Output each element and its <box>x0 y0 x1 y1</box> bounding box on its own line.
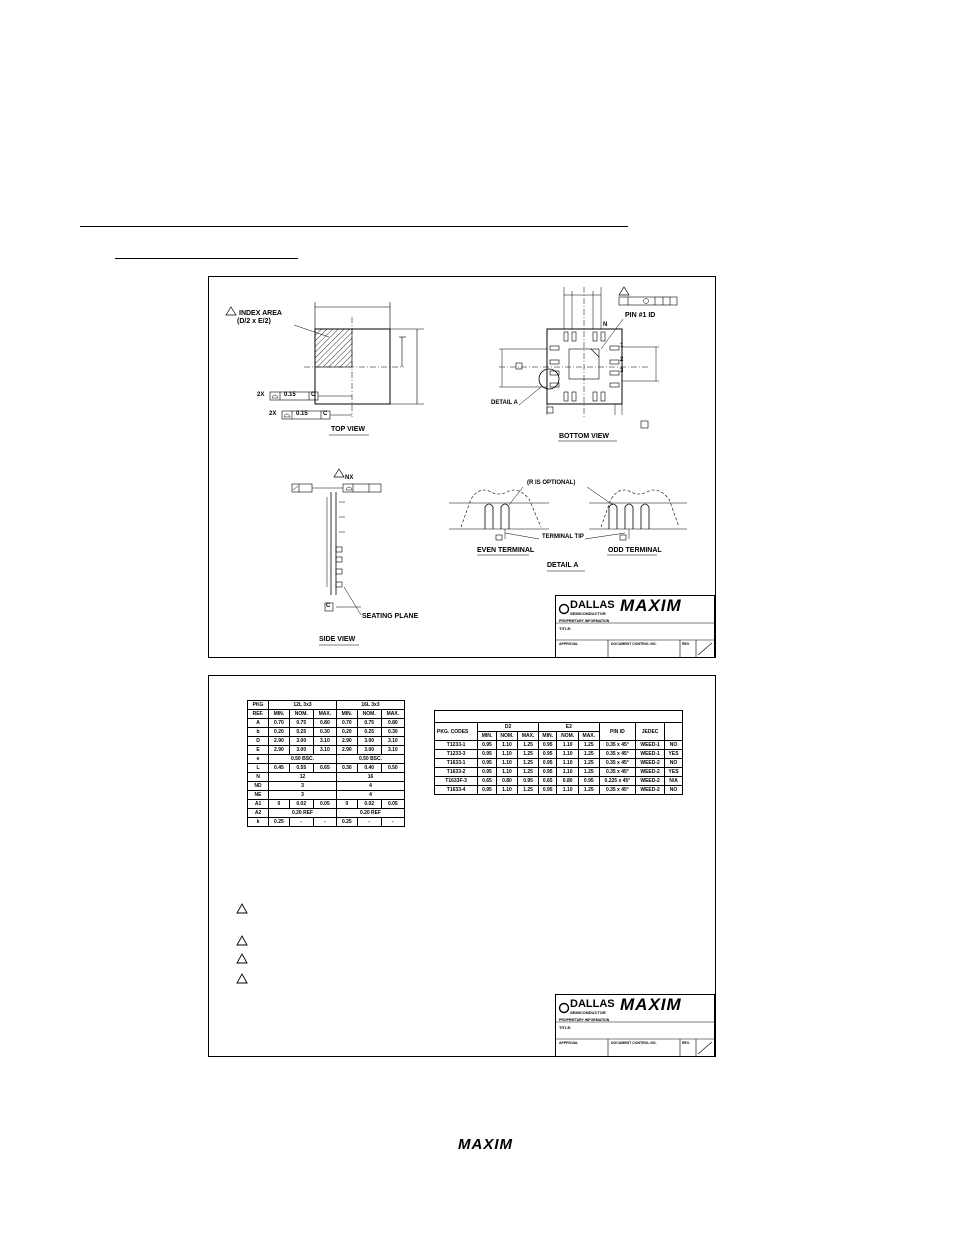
table-cell: 3.00 <box>357 737 381 746</box>
table-cell: b <box>248 728 269 737</box>
table-cell: 2.90 <box>337 737 358 746</box>
table-cell: 0.02 <box>289 800 313 809</box>
title-label-text: TITLE: <box>559 1025 572 1030</box>
table-cell: 4 <box>337 782 405 791</box>
table-cell: 0.45 <box>269 764 290 773</box>
index-area-hatch <box>315 329 352 367</box>
nx-label: NX <box>345 475 354 481</box>
table-cell: 0.30 <box>337 764 358 773</box>
table-cell: ND <box>248 782 269 791</box>
table-cell: MAX. <box>518 732 539 741</box>
table-cell: WEED-1 <box>636 741 665 750</box>
table-cell: 1.25 <box>578 750 599 759</box>
table-cell: NO <box>665 759 683 768</box>
drawing-sheet-1 <box>208 276 716 658</box>
table-cell: 3.10 <box>313 737 336 746</box>
table-cell: 0.02 <box>357 800 381 809</box>
title-block-1 <box>555 595 715 658</box>
table-cell: 0.75 <box>289 719 313 728</box>
table-row <box>248 818 405 827</box>
note-warning-icon <box>236 903 248 914</box>
table-cell: NE <box>248 791 269 800</box>
doc-control-text: DOCUMENT CONTROL NO. <box>611 642 657 646</box>
table-row <box>248 791 405 800</box>
maxim-logo-text: MAXIM <box>620 596 682 615</box>
table-cell: 12 <box>269 773 337 782</box>
rev-text: REV. <box>682 1041 690 1045</box>
tol-datum-1: C <box>311 392 316 398</box>
table-cell: 2.90 <box>269 746 290 755</box>
prop-info-text: PROPRIETARY INFORMATION <box>559 1018 610 1022</box>
table-row <box>435 750 683 759</box>
table-cell: 0.225 x 45° <box>599 777 635 786</box>
table-cell: - <box>289 818 313 827</box>
table-cell: 0.65 <box>538 777 556 786</box>
dimension-table <box>247 700 405 827</box>
table-cell: NO <box>665 741 683 750</box>
table-cell: 0.50 BSC. <box>337 755 405 764</box>
table-cell: 0.25 <box>357 728 381 737</box>
table-cell: 1.25 <box>578 741 599 750</box>
approval-text: APPROVAL <box>559 642 579 646</box>
table-cell: 0.50 BSC. <box>269 755 337 764</box>
table-cell: 12L 3x3 <box>269 701 337 710</box>
table-cell: 0.25 <box>269 818 290 827</box>
table-cell: 0.35 x 45° <box>599 750 635 759</box>
table-cell: 1.25 <box>518 750 539 759</box>
table-cell: T1633-2 <box>435 768 478 777</box>
pin-number-3: 3 <box>620 368 624 374</box>
table-cell: PKG. CODES <box>435 723 478 741</box>
table-cell: 2.90 <box>337 746 358 755</box>
table-cell: T1233-1 <box>435 741 478 750</box>
table-cell: 0.95 <box>478 786 496 795</box>
table-row <box>435 786 683 795</box>
table-cell: JEDEC <box>636 723 665 741</box>
table-cell: 0.35 x 45° <box>599 759 635 768</box>
table-cell: 0.50 <box>381 764 404 773</box>
table-row <box>248 728 405 737</box>
table-cell: 0.25 <box>337 818 358 827</box>
detail-a-title: DETAIL A <box>547 562 579 569</box>
table-cell: 0.20 <box>269 728 290 737</box>
n-label: N <box>603 322 608 328</box>
table-cell: 0.95 <box>538 759 556 768</box>
tol-value-2: 0.15 <box>296 411 308 417</box>
table-cell: YES <box>665 750 683 759</box>
table-cell: k <box>248 818 269 827</box>
table-cell: 0.95 <box>518 777 539 786</box>
terminal-tip-label: TERMINAL TIP <box>542 534 584 540</box>
table-cell: NOM. <box>496 732 517 741</box>
table-cell: 0.95 <box>578 777 599 786</box>
side-datum-c: C <box>326 603 331 609</box>
table-cell: 1.25 <box>578 768 599 777</box>
table-row <box>248 782 405 791</box>
index-area-dims: (D/2 x E/2) <box>237 318 271 325</box>
table-cell: 0.35 x 45° <box>599 786 635 795</box>
table-row <box>248 809 405 818</box>
table-row <box>248 773 405 782</box>
table-cell: E <box>248 746 269 755</box>
dallas-logo-text: DALLAS <box>570 998 615 1010</box>
table-cell: 0.25 <box>289 728 313 737</box>
table-cell: 0.95 <box>538 768 556 777</box>
table-cell: 3.10 <box>381 746 404 755</box>
table-cell: 0.80 <box>557 777 578 786</box>
bottom-view-title: BOTTOM VIEW <box>559 433 610 440</box>
table-cell: MAX. <box>578 732 599 741</box>
dallas-logo-text: DALLAS <box>570 599 615 611</box>
tol-prefix-2: 2X <box>269 411 277 417</box>
table-cell: 1.10 <box>496 759 517 768</box>
table-row <box>435 759 683 768</box>
table-cell: PIN ID <box>599 723 635 741</box>
table-cell: 3 <box>269 782 337 791</box>
table-cell: 0.65 <box>313 764 336 773</box>
table-cell: 0.70 <box>269 719 290 728</box>
table-cell: REF. <box>248 710 269 719</box>
table-cell: 16 <box>337 773 405 782</box>
table-cell: T1233-3 <box>435 750 478 759</box>
table-cell: 0.95 <box>478 741 496 750</box>
table-cell: 0.05 <box>313 800 336 809</box>
table-cell: WEED-1 <box>636 750 665 759</box>
table-row <box>248 746 405 755</box>
table-cell: 3.00 <box>357 746 381 755</box>
table-cell: 0 <box>269 800 290 809</box>
table-cell: N <box>248 773 269 782</box>
table-cell: 1.10 <box>557 786 578 795</box>
r-optional-label: (R IS OPTIONAL) <box>527 480 576 486</box>
table-cell: D2 <box>478 723 539 732</box>
prop-info-text: PROPRIETARY INFORMATION <box>559 619 610 623</box>
table-cell: 1.10 <box>496 786 517 795</box>
table-cell: 1.10 <box>496 741 517 750</box>
table-cell: 1.25 <box>518 741 539 750</box>
table-cell: e <box>248 755 269 764</box>
table-cell: 0.30 <box>313 728 336 737</box>
table-cell: WEED-2 <box>636 777 665 786</box>
top-view-title: TOP VIEW <box>331 426 365 433</box>
pin-number-1: 1 <box>620 343 624 349</box>
table-cell: T1633F-3 <box>435 777 478 786</box>
pin1-id-label: PIN #1 ID <box>625 312 656 319</box>
table-cell: NOM. <box>357 710 381 719</box>
table-row <box>248 710 405 719</box>
table-cell: MIN. <box>269 710 290 719</box>
dallas-sub-text: SEMICONDUCTOR <box>570 1010 606 1015</box>
table-cell: 0.05 <box>381 800 404 809</box>
table-cell: 3.00 <box>289 746 313 755</box>
table-cell: MAX. <box>313 710 336 719</box>
bottom-view <box>499 287 677 441</box>
table-cell: D <box>248 737 269 746</box>
table-cell: 4 <box>337 791 405 800</box>
table-cell: 3 <box>269 791 337 800</box>
doc-control-text: DOCUMENT CONTROL NO. <box>611 1041 657 1045</box>
table-cell: 3.10 <box>381 737 404 746</box>
table-cell: 0.65 <box>478 777 496 786</box>
table-cell: 1.10 <box>496 768 517 777</box>
table-cell: 3.10 <box>313 746 336 755</box>
approval-text: APPROVAL <box>559 1041 579 1045</box>
table-cell: 0.35 x 45° <box>599 768 635 777</box>
table-cell: WEED-2 <box>636 768 665 777</box>
table-row <box>435 777 683 786</box>
table-cell: MIN. <box>538 732 556 741</box>
dallas-sub-text: SEMICONDUCTOR <box>570 611 606 616</box>
table-cell: 1.10 <box>557 741 578 750</box>
table-cell: T1633-1 <box>435 759 478 768</box>
side-view-title: SIDE VIEW <box>319 636 356 643</box>
table-cell: MIN. <box>478 732 496 741</box>
table-cell: NO <box>665 786 683 795</box>
exposed-pad-table-caption-bar <box>434 710 683 722</box>
seating-plane-label: SEATING PLANE <box>362 613 419 620</box>
note-warning-icon <box>236 935 248 946</box>
table-cell: NOM. <box>557 732 578 741</box>
table-cell: 0.80 <box>381 719 404 728</box>
tol-datum-2: C <box>323 411 328 417</box>
table-cell: MAX. <box>381 710 404 719</box>
table-cell: 0.20 REF <box>269 809 337 818</box>
table-cell: - <box>313 818 336 827</box>
table-cell: 0.95 <box>538 741 556 750</box>
table-cell: 1.10 <box>557 768 578 777</box>
table-cell: 2.90 <box>269 737 290 746</box>
table-cell: WEED-2 <box>636 786 665 795</box>
header-rule-short <box>115 258 298 259</box>
table-cell: 0.95 <box>538 786 556 795</box>
table-cell: 1.25 <box>578 759 599 768</box>
drawing-sheet-2 <box>208 675 716 1057</box>
table-row <box>248 737 405 746</box>
table-cell: 1.25 <box>518 786 539 795</box>
table-row <box>435 741 683 750</box>
even-terminal-label: EVEN TERMINAL <box>477 547 535 554</box>
table-cell: - <box>357 818 381 827</box>
exposed-pad-table <box>434 722 683 795</box>
footer-maxim-logo: MAXIM <box>458 1136 513 1153</box>
table-cell: 16L 3x3 <box>337 701 405 710</box>
odd-terminal-label: ODD TERMINAL <box>608 547 662 554</box>
table-cell: 1.25 <box>578 786 599 795</box>
detail-a-callout: DETAIL A <box>491 400 518 406</box>
table-cell: 0.40 <box>357 764 381 773</box>
title-label-text: TITLE: <box>559 626 572 631</box>
table-row <box>435 723 683 732</box>
table-cell: A <box>248 719 269 728</box>
detail-a <box>449 487 687 571</box>
table-cell: 0.20 REF <box>337 809 405 818</box>
table-cell: - <box>381 818 404 827</box>
table-cell: T1633-4 <box>435 786 478 795</box>
table-cell: 0.70 <box>337 719 358 728</box>
table-cell: 0.35 x 45° <box>599 741 635 750</box>
note-warning-icon <box>236 953 248 964</box>
table-cell: A1 <box>248 800 269 809</box>
table-cell <box>665 723 683 741</box>
note-warning-icon <box>236 973 248 984</box>
table-cell: 0.30 <box>381 728 404 737</box>
table-cell: N/A <box>665 777 683 786</box>
table-cell: 0.20 <box>337 728 358 737</box>
header-rule-long <box>80 226 628 227</box>
table-row <box>248 719 405 728</box>
rev-text: REV. <box>682 642 690 646</box>
index-area-label: INDEX AREA <box>239 310 282 317</box>
table-cell: NOM. <box>289 710 313 719</box>
table-row <box>435 768 683 777</box>
table-cell: 0.95 <box>478 750 496 759</box>
table-cell: 3.00 <box>289 737 313 746</box>
table-cell: PKG <box>248 701 269 710</box>
table-cell: MIN. <box>337 710 358 719</box>
table-cell: 1.25 <box>518 759 539 768</box>
table-cell: 0.80 <box>496 777 517 786</box>
table-cell: 1.25 <box>518 768 539 777</box>
table-row <box>248 764 405 773</box>
table-row <box>248 800 405 809</box>
table-cell: L <box>248 764 269 773</box>
table-cell: 1.10 <box>557 750 578 759</box>
table-cell: 1.10 <box>557 759 578 768</box>
table-row <box>248 755 405 764</box>
table-cell: 0.55 <box>289 764 313 773</box>
maxim-logo-text: MAXIM <box>620 995 682 1014</box>
table-cell: 0.95 <box>478 759 496 768</box>
table-cell: WEED-2 <box>636 759 665 768</box>
table-cell: 0.80 <box>313 719 336 728</box>
table-cell: 0.75 <box>357 719 381 728</box>
table-cell: E2 <box>538 723 599 732</box>
pin-number-2: 2 <box>620 357 624 363</box>
table-row <box>248 701 405 710</box>
tol-value-1: 0.15 <box>284 392 296 398</box>
title-block-2 <box>555 994 715 1057</box>
table-cell: 0.95 <box>538 750 556 759</box>
table-cell: 0 <box>337 800 358 809</box>
table-cell: 1.10 <box>496 750 517 759</box>
table-cell: 0.95 <box>478 768 496 777</box>
tol-prefix-1: 2X <box>257 392 265 398</box>
table-cell: YES <box>665 768 683 777</box>
table-cell: A2 <box>248 809 269 818</box>
